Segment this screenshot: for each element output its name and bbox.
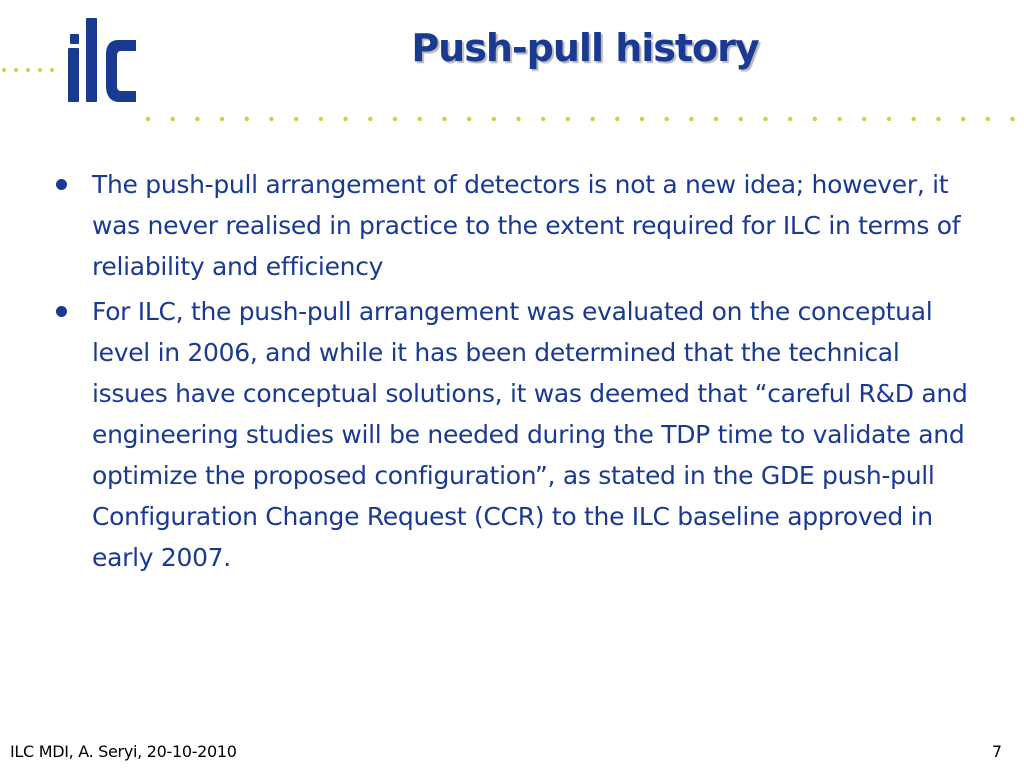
bullet-dot-icon [56,179,67,190]
bullet-item [52,291,982,578]
ilc-logo [60,14,140,108]
bullet-item [52,164,982,287]
bullet-text: For ILC, the push-pull arrangement was evaluated on the conceptual level in 2006, and while it has been determined that the technical issues have conceptual solutions, it was deemed that “careful R&D and engineering studies will be needed during the TDP time to validate and optimize the proposed configuration”, as stated in the GDE push-pull Configuration Change Request (CCR) to the ILC baseline approved in early 2007. [92,297,968,572]
footer-text: ILC MDI, A. Seryi, 20-10-2010 [10,742,237,761]
bullet-list [52,164,982,582]
page-number: 7 [991,742,1002,761]
decorative-dots-top [0,66,62,74]
slide-title: Push-pull history [411,26,759,70]
decorative-dots-divider [140,114,1024,124]
bullet-dot-icon [56,306,67,317]
bullet-text: The push-pull arrangement of detectors is not a new idea; however, it was never realised in practice to the extent required for ILC in terms of reliability and efficiency [92,170,961,281]
